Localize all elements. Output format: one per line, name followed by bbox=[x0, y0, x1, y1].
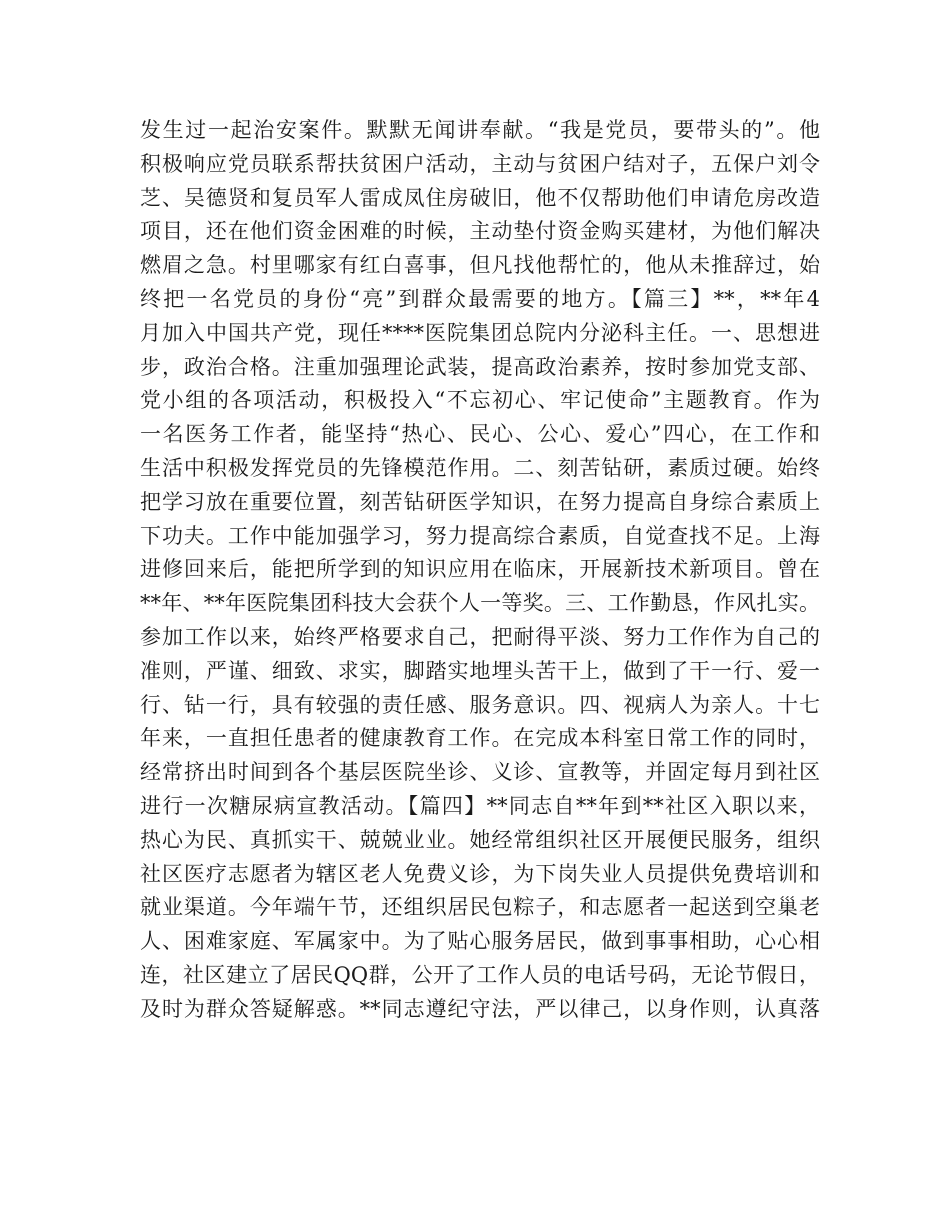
text-line: 月加入中国共产党，现任****医院集团总院内分泌科主任。一、思想进 bbox=[140, 320, 820, 345]
text-line: 年来，一直担任患者的健康教育工作。在完成本科室日常工作的同时， bbox=[140, 726, 820, 751]
text-line: 党小组的各项活动，积极投入“不忘初心、牢记使命”主题教育。作为 bbox=[140, 388, 820, 413]
body-text bbox=[140, 114, 820, 1027]
text-line: 项目，还在他们资金困难的时候，主动垫付资金购买建材，为他们解决 bbox=[140, 219, 820, 244]
text-line: 进行一次糖尿病宣教活动。【篇四】**同志自**年到**社区入职以来， bbox=[140, 793, 820, 818]
text-line: 生活中积极发挥党员的先锋模范作用。二、刻苦钻研，素质过硬。始终 bbox=[140, 455, 820, 480]
text-line: 发生过一起治安案件。默默无闻讲奉献。“我是党员，要带头的”。他 bbox=[140, 118, 820, 142]
text-line: 社区医疗志愿者为辖区老人免费义诊，为下岗失业人员提供免费培训和 bbox=[140, 861, 820, 886]
text-line: 下功夫。工作中能加强学习，努力提高综合素质，自觉查找不足。上海 bbox=[140, 523, 820, 548]
text-line: 燃眉之急。村里哪家有红白喜事，但凡找他帮忙的，他从未推辞过，始 bbox=[140, 253, 820, 278]
text-line: 及时为群众答疑解惑。**同志遵纪守法，严以律己，以身作则，认真落 bbox=[140, 996, 820, 1021]
text-line: 行、钻一行，具有较强的责任感、服务意识。四、视病人为亲人。十七 bbox=[140, 692, 820, 717]
text-line: 芝、吴德贤和复员军人雷成凤住房破旧，他不仅帮助他们申请危房改造 bbox=[140, 185, 820, 210]
text-line: 积极响应党员联系帮扶贫困户活动，主动与贫困户结对子，五保户刘令 bbox=[140, 151, 820, 176]
text-line: 一名医务工作者，能坚持“热心、民心、公心、爱心”四心，在工作和 bbox=[140, 422, 820, 447]
text-line: 人、困难家庭、军属家中。为了贴心服务居民，做到事事相助，心心相 bbox=[140, 929, 820, 954]
text-line: 参加工作以来，始终严格要求自己，把耐得平淡、努力工作作为自己的 bbox=[140, 624, 820, 649]
text-line: 把学习放在重要位置，刻苦钻研医学知识，在努力提高自身综合素质上 bbox=[140, 489, 820, 514]
text-line: 步，政治合格。注重加强理论武装，提高政治素养，按时参加党支部、 bbox=[140, 354, 820, 379]
text-line: 终把一名党员的身份“亮”到群众最需要的地方。【篇三】**，**年4 bbox=[140, 286, 820, 311]
text-line: 进修回来后，能把所学到的知识应用在临床，开展新技术新项目。曾在 bbox=[140, 557, 820, 582]
text-line: 热心为民、真抓实干、兢兢业业。她经常组织社区开展便民服务，组织 bbox=[140, 827, 820, 852]
text-line: 就业渠道。今年端午节，还组织居民包粽子，和志愿者一起送到空巢老 bbox=[140, 895, 820, 920]
text-line: 准则，严谨、细致、求实，脚踏实地埋头苦干上，做到了干一行、爱一 bbox=[140, 658, 820, 683]
text-line: 经常挤出时间到各个基层医院坐诊、义诊、宣教等，并固定每月到社区 bbox=[140, 760, 820, 785]
text-line: 连，社区建立了居民QQ群，公开了工作人员的电话号码，无论节假日， bbox=[140, 962, 820, 987]
text-line: **年、**年医院集团科技大会获个人一等奖。三、工作勤恳，作风扎实。 bbox=[140, 591, 820, 616]
